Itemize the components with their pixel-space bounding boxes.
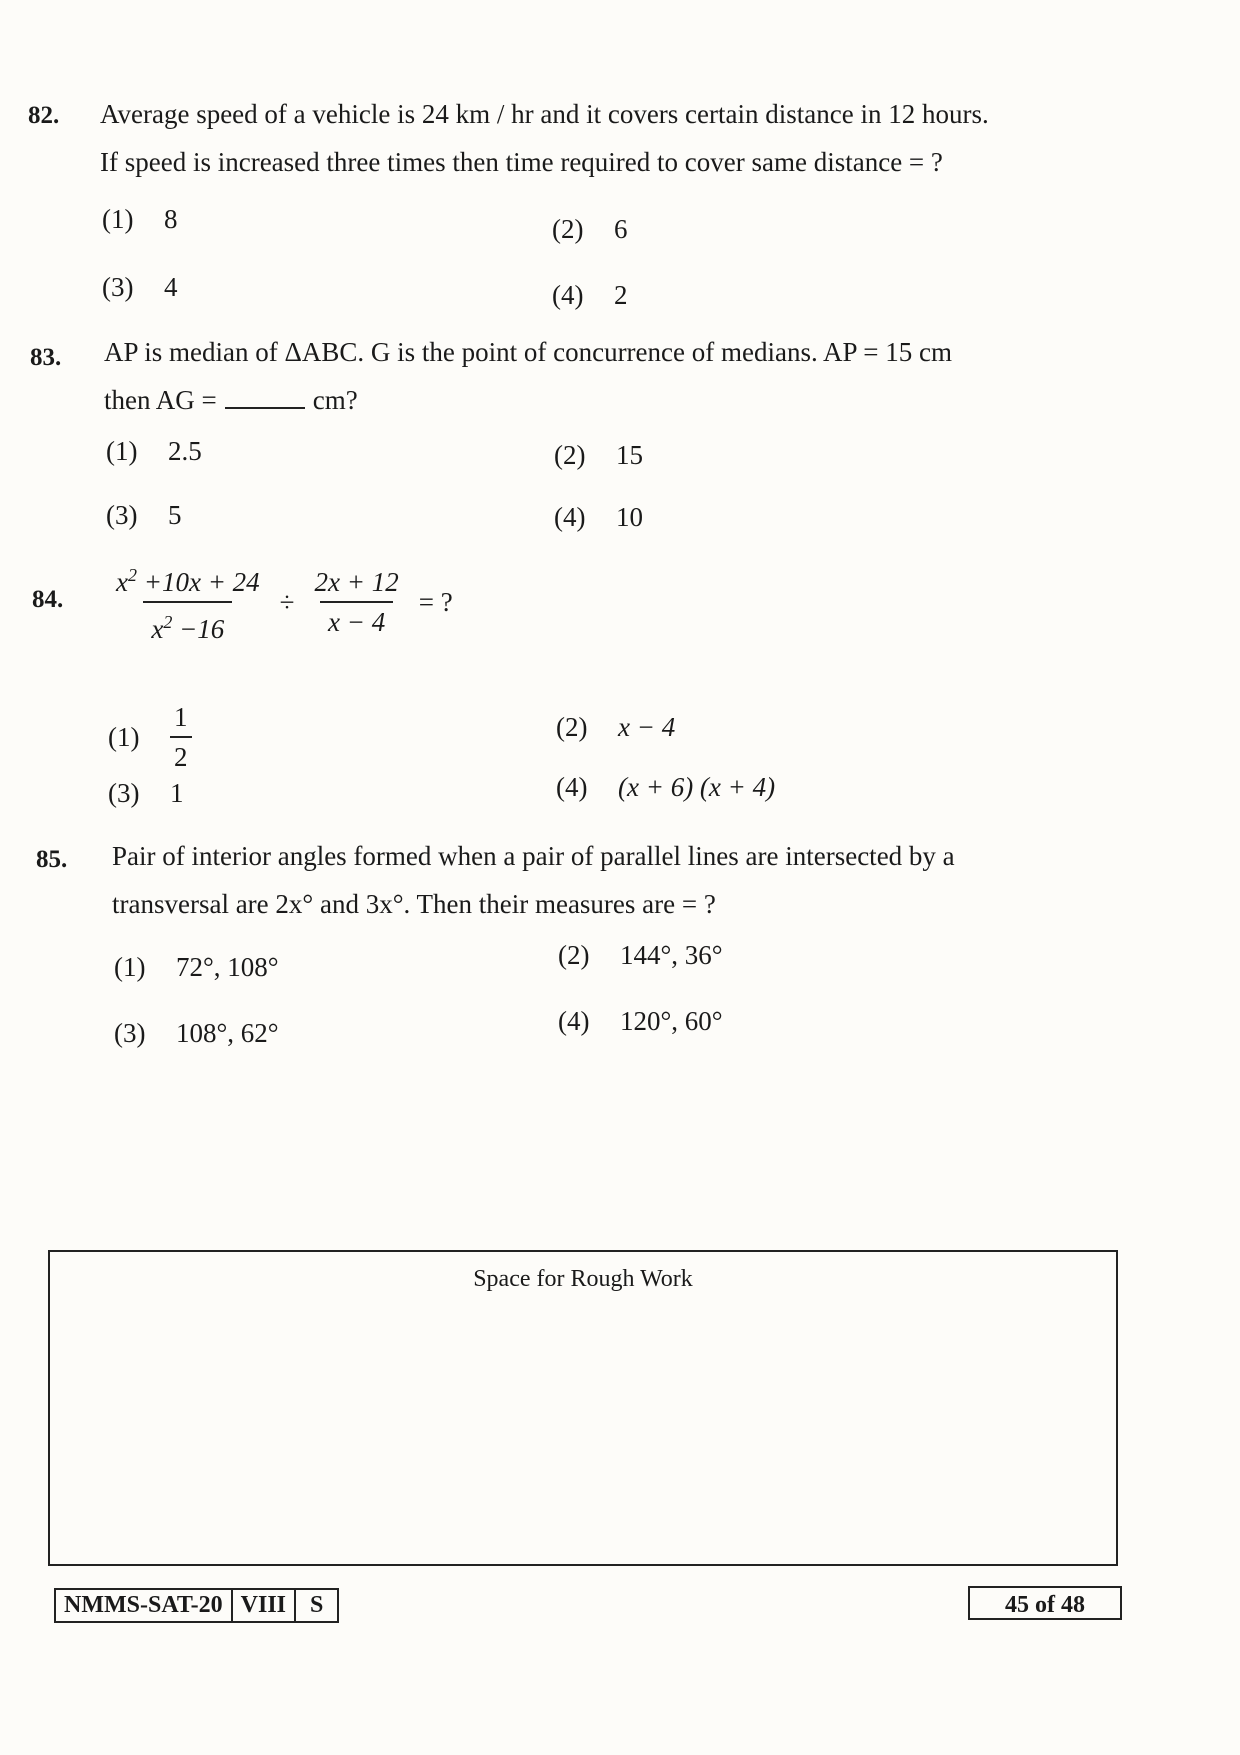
divide-sign: ÷ bbox=[279, 586, 295, 617]
question-84-option-3[interactable]: (3) 1 bbox=[108, 778, 184, 808]
question-82-option-4[interactable]: (4) 2 bbox=[552, 280, 628, 310]
question-83-option-1[interactable]: (1) 2.5 bbox=[106, 436, 202, 466]
question-85-line-1: Pair of interior angles formed when a pair of parallel lines are intersected by a bbox=[112, 841, 955, 871]
question-85-option-3[interactable]: (3) 108°, 62° bbox=[114, 1018, 279, 1048]
exam-series: S bbox=[310, 1592, 324, 1618]
fraction-2: $\frac{2x + 12}{x - 4}$ bbox=[307, 563, 407, 641]
question-85-option-4[interactable]: (4) 120°, 60° bbox=[558, 1006, 723, 1036]
question-84-expression bbox=[108, 556, 453, 648]
question-83-line-2: then AG = cm? bbox=[104, 385, 358, 415]
question-85-option-2[interactable]: (2) 144°, 36° bbox=[558, 940, 723, 970]
question-85-line-2: transversal are 2x° and 3x°. Then their measures are = ? bbox=[112, 889, 716, 919]
question-84-option-1[interactable]: (1) $\frac{1}{2}$ bbox=[108, 698, 192, 776]
page-number: 45 of 48 bbox=[968, 1586, 1122, 1620]
question-84-option-2[interactable]: (2) x − 4 bbox=[556, 712, 676, 742]
rough-work-box bbox=[48, 1250, 1118, 1566]
question-84-number: 84. bbox=[32, 586, 64, 613]
question-85-option-1[interactable]: (1) 72°, 108° bbox=[114, 952, 279, 982]
question-83-option-4[interactable]: (4) 10 bbox=[554, 502, 643, 532]
equals-question: = ? bbox=[418, 586, 453, 617]
question-85-text bbox=[112, 832, 1112, 928]
exam-code: NMMS-SAT-20 bbox=[56, 1590, 233, 1621]
question-82-number: 82. bbox=[28, 102, 60, 129]
option-fraction: $\frac{1}{2}$ bbox=[170, 698, 192, 776]
fraction-1: $\frac{x^2 +10x + 24}{x^2 -16}$ bbox=[108, 556, 268, 648]
question-83-option-2[interactable]: (2) 15 bbox=[554, 440, 643, 470]
question-82-line-2: If speed is increased three times then time required to cover same distance = ? bbox=[100, 147, 943, 177]
question-82-option-1[interactable]: (1) 8 bbox=[102, 204, 178, 234]
question-82-option-2[interactable]: (2) 6 bbox=[552, 214, 628, 244]
question-82-line-1: Average speed of a vehicle is 24 km / hr and it covers certain distance in 12 hours. bbox=[100, 99, 989, 129]
exam-class: VIII bbox=[233, 1590, 296, 1621]
question-83-line-1: AP is median of ΔABC. G is the point of concurrence of medians. AP = 15 cm bbox=[104, 337, 952, 367]
question-84-option-4[interactable]: (4) (x + 6) (x + 4) bbox=[556, 772, 776, 802]
question-85-number: 85. bbox=[36, 846, 68, 873]
answer-blank bbox=[225, 385, 305, 409]
question-83-option-3[interactable]: (3) 5 bbox=[106, 500, 182, 530]
rough-work-title: Space for Rough Work bbox=[473, 1266, 693, 1292]
question-83-number: 83. bbox=[30, 344, 62, 371]
question-82-option-3[interactable]: (3) 4 bbox=[102, 272, 178, 302]
question-82-text bbox=[100, 90, 1130, 186]
question-83-text bbox=[104, 328, 1134, 424]
exam-code-box bbox=[54, 1588, 339, 1623]
